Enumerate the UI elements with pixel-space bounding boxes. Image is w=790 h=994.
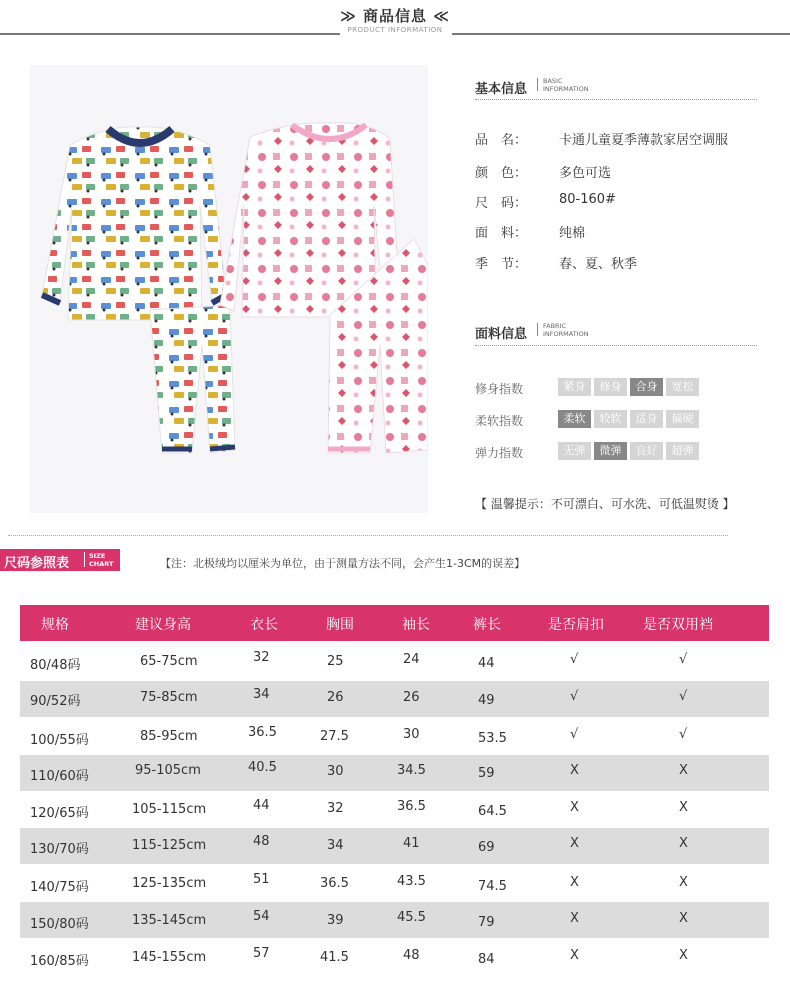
table-cell: 74.5	[478, 879, 507, 894]
table-cell: √	[679, 689, 688, 704]
table-cell: √	[570, 689, 579, 704]
table-cell: 120/65码	[30, 806, 89, 821]
table-cell: 40.5	[248, 760, 277, 775]
table-cell: 150/80码	[30, 917, 89, 932]
table-cell: X	[570, 948, 579, 963]
table-cell: 27.5	[320, 729, 349, 744]
table-cell: 41.5	[320, 950, 349, 965]
table-cell: 125-135cm	[132, 876, 207, 891]
table-cell: 79	[478, 915, 495, 930]
index-chip: 修身	[594, 378, 627, 396]
section-subtitle: PRODUCT INFORMATION	[347, 26, 443, 34]
fabric-info-title: 面料信息	[475, 327, 528, 342]
header-cell: 是否肩扣	[548, 617, 604, 633]
table-cell: 57	[253, 946, 270, 961]
info-label: 季 节：	[475, 257, 528, 272]
table-cell: 34	[327, 838, 344, 853]
table-cell: 130/70码	[30, 842, 89, 857]
table-cell: 105-115cm	[132, 802, 207, 817]
index-chip: 宽松	[666, 378, 699, 396]
table-cell: 75-85cm	[140, 690, 198, 705]
header-cell: 胸围	[326, 617, 354, 633]
size-chart-note: 【注：北极绒均以厘米为单位，由于测量方法不同，会产生1-3CM的误差】	[160, 557, 526, 570]
table-cell: 34	[253, 687, 270, 702]
table-cell: √	[679, 727, 688, 742]
table-row	[20, 902, 769, 938]
info-label: 尺 码：	[475, 196, 528, 211]
fabric-info-title-en: FABRIC INFORMATION	[543, 322, 589, 338]
info-value: 春、夏、秋季	[559, 257, 638, 272]
header-cell: 衣长	[250, 617, 278, 633]
table-cell: √	[570, 652, 579, 667]
index-chip: 紧身	[558, 378, 591, 396]
section-header	[0, 0, 790, 40]
index-chip: 较软	[594, 410, 627, 428]
table-row	[20, 793, 769, 829]
table-cell: 34.5	[397, 763, 426, 778]
table-cell: 36.5	[320, 876, 349, 891]
info-label: 品 名：	[475, 133, 528, 148]
table-cell: 32	[253, 650, 270, 665]
table-cell: 49	[478, 693, 495, 708]
table-row	[20, 828, 769, 864]
table-cell: X	[570, 875, 579, 890]
table-cell: 44	[478, 656, 495, 671]
table-cell: 30	[327, 764, 344, 779]
basic-info-title-en: BASIC INFORMATION	[543, 77, 589, 93]
table-cell: X	[679, 800, 688, 815]
table-cell: X	[570, 911, 579, 926]
table-cell: 115-125cm	[132, 838, 207, 853]
table-cell: √	[570, 727, 579, 742]
table-cell: 110/60码	[30, 769, 89, 784]
care-tip: 【 温馨提示：不可漂白、可水洗、可低温熨烫 】	[475, 497, 735, 511]
table-cell: X	[679, 911, 688, 926]
table-cell: 90/52码	[30, 694, 81, 709]
table-cell: X	[570, 763, 579, 778]
heading-separator	[537, 78, 538, 91]
table-cell: 69	[478, 840, 495, 855]
table-cell: 41	[403, 836, 420, 851]
table-cell: X	[570, 800, 579, 815]
table-cell: 85-95cm	[140, 729, 198, 744]
table-cell: 30	[403, 727, 420, 742]
section-title: ≫ 商品信息 ≪	[340, 7, 450, 25]
table-cell: 39	[327, 913, 344, 928]
table-cell: X	[570, 836, 579, 851]
table-cell: X	[679, 948, 688, 963]
fabric-info-divider	[475, 345, 757, 346]
index-chip: 良好	[630, 442, 663, 460]
header-cell: 建议身高	[135, 617, 191, 633]
table-cell: X	[679, 875, 688, 890]
table-cell: X	[679, 763, 688, 778]
table-cell: 26	[403, 690, 420, 705]
table-cell: 24	[403, 652, 420, 667]
pajama-sets-image	[30, 65, 428, 513]
table-cell: 51	[253, 872, 270, 887]
table-cell: 53.5	[478, 731, 507, 746]
table-cell: 65-75cm	[140, 654, 198, 669]
index-chip: 偏硬	[666, 410, 699, 428]
index-chip: 适身	[630, 410, 663, 428]
size-chart-title-en: SIZE CHART	[89, 552, 114, 568]
index-chip: 超弹	[666, 442, 699, 460]
info-value: 卡通儿童夏季薄款家居空调服	[559, 133, 729, 148]
info-value: 80-160#	[559, 192, 616, 207]
table-cell: 44	[253, 798, 270, 813]
table-cell: 145-155cm	[132, 950, 207, 965]
table-cell: 48	[403, 948, 420, 963]
table-row	[20, 755, 769, 791]
table-cell: 95-105cm	[135, 763, 201, 778]
table-cell: 59	[478, 766, 495, 781]
heading-separator	[537, 323, 538, 336]
table-cell: 100/55码	[30, 733, 89, 748]
index-chip-selected: 微弹	[594, 442, 627, 460]
table-cell: 36.5	[248, 725, 277, 740]
table-cell: 64.5	[478, 804, 507, 819]
header-cell: 是否双用裆	[643, 617, 713, 633]
table-row	[20, 940, 769, 976]
softness-index-label: 柔软指数	[475, 414, 524, 428]
table-cell: 25	[327, 654, 344, 669]
table-row	[20, 866, 769, 902]
header-cell: 袖长	[402, 617, 430, 633]
table-cell: X	[679, 836, 688, 851]
table-row	[20, 681, 769, 717]
table-row	[20, 642, 769, 678]
table-cell: 84	[478, 952, 495, 967]
section-divider	[8, 535, 728, 536]
info-label: 面 料：	[475, 226, 528, 241]
header-cell: 裤长	[473, 617, 501, 633]
index-chip-selected: 合身	[630, 378, 663, 396]
table-cell: 36.5	[397, 799, 426, 814]
table-cell: 32	[327, 801, 344, 816]
info-value: 纯棉	[559, 226, 586, 241]
index-chip: 无弹	[558, 442, 591, 460]
basic-info-title: 基本信息	[475, 82, 528, 97]
size-chart-title: 尺码参照表	[4, 556, 70, 571]
table-cell: 26	[327, 690, 344, 705]
size-chart-heading	[0, 549, 120, 571]
basic-info-divider	[475, 99, 757, 100]
table-cell: 160/85码	[30, 954, 89, 969]
elasticity-index-label: 弹力指数	[475, 446, 524, 460]
info-value: 多色可选	[559, 166, 612, 181]
table-cell: 48	[253, 834, 270, 849]
table-row	[20, 718, 769, 754]
table-cell: 140/75码	[30, 880, 89, 895]
table-cell: 45.5	[397, 910, 426, 925]
heading-separator	[84, 552, 85, 567]
header-cell: 规格	[41, 617, 69, 633]
fit-index-label: 修身指数	[475, 382, 524, 396]
info-label: 颜 色：	[475, 166, 528, 181]
size-table-header	[20, 605, 769, 641]
table-cell: 54	[253, 909, 270, 924]
table-cell: √	[679, 652, 688, 667]
index-chip-selected: 柔软	[558, 410, 591, 428]
product-photo	[30, 65, 428, 513]
table-cell: 135-145cm	[132, 913, 207, 928]
table-cell: 80/48码	[30, 658, 81, 673]
table-cell: 43.5	[397, 874, 426, 889]
